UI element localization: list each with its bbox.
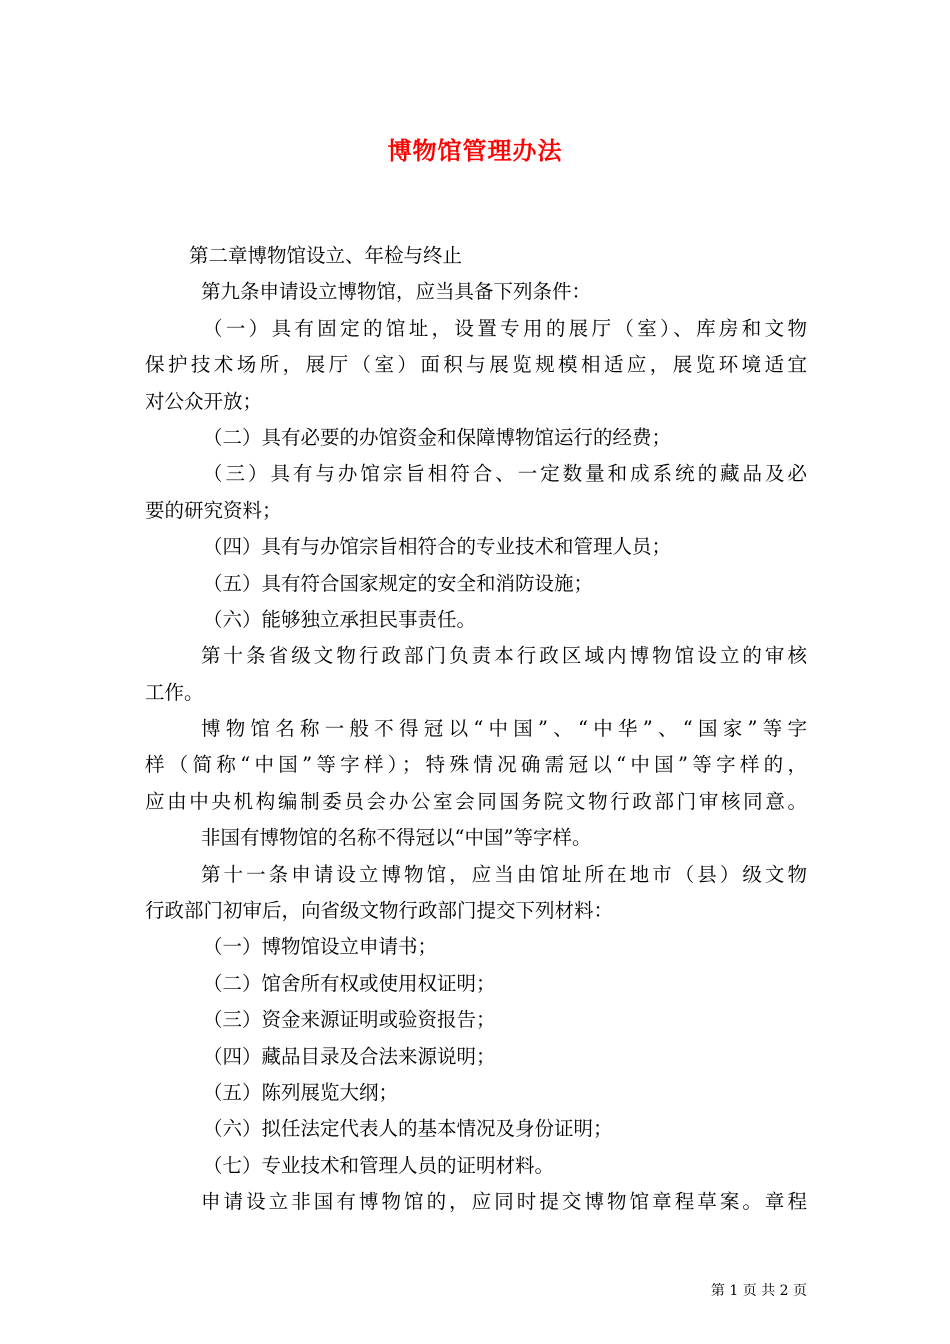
material-2: （二）馆舍所有权或使用权证明； (203, 971, 496, 995)
chapter-heading: 第二章博物馆设立、年检与终止 (189, 244, 463, 267)
article-11-line-2: 行政部门初审后，向省级文物行政部门提交下列材料： (145, 899, 614, 923)
material-7: （七）专业技术和管理人员的证明材料。 (203, 1153, 555, 1177)
condition-1-line-3: 对公众开放； (145, 389, 263, 413)
article-9: 第九条申请设立博物馆，应当具备下列条件： (201, 280, 592, 304)
condition-4: （四）具有与办馆宗旨相符合的专业技术和管理人员； (203, 535, 672, 559)
article-11-line-1: 第十一条申请设立博物馆，应当由馆址所在地市（县）级文物 (201, 862, 807, 886)
document-title: 博物馆管理办法 (387, 136, 563, 165)
naming-rule-line-3: 应由中央机构编制委员会办公室会同国务院文物行政部门审核同意。 (145, 789, 807, 813)
condition-5: （五）具有符合国家规定的安全和消防设施； (203, 571, 594, 595)
material-1: （一）博物馆设立申请书； (203, 935, 438, 959)
material-3: （三）资金来源证明或验资报告； (203, 1008, 496, 1032)
article-10-line-1: 第十条省级文物行政部门负责本行政区域内博物馆设立的审核 (201, 644, 807, 668)
condition-1-line-2: 保护技术场所，展厅（室）面积与展览规模相适应，展览环境适宜 (145, 353, 807, 377)
condition-6: （六）能够独立承担民事责任。 (203, 607, 477, 631)
material-5: （五）陈列展览大纲； (203, 1080, 399, 1104)
naming-rule-line-1: 博物馆名称一般不得冠以“中国”、“中华”、“国家”等字 (201, 717, 807, 741)
article-10-line-2: 工作。 (145, 680, 204, 704)
non-state-naming-rule: 非国有博物馆的名称不得冠以“中国”等字样。 (201, 826, 592, 850)
page-number-footer: 第 1 页 共 2 页 (710, 1283, 807, 1299)
condition-3-line-1: （三）具有与办馆宗旨相符合、一定数量和成系统的藏品及必 (203, 462, 807, 486)
material-6: （六）拟任法定代表人的基本情况及身份证明； (203, 1117, 613, 1141)
document-body (145, 238, 807, 1221)
condition-2: （二）具有必要的办馆资金和保障博物馆运行的经费； (203, 425, 672, 449)
naming-rule-line-2: 样（简称“中国”等字样）；特殊情况确需冠以“中国”等字样的， (145, 753, 807, 777)
condition-1-line-1: （一）具有固定的馆址，设置专用的展厅（室）、库房和文物 (203, 316, 807, 340)
condition-3-line-2: 要的研究资料； (145, 498, 282, 522)
material-4: （四）藏品目录及合法来源说明； (203, 1044, 496, 1068)
non-state-application-line-1: 申请设立非国有博物馆的，应同时提交博物馆章程草案。章程 (201, 1190, 807, 1214)
